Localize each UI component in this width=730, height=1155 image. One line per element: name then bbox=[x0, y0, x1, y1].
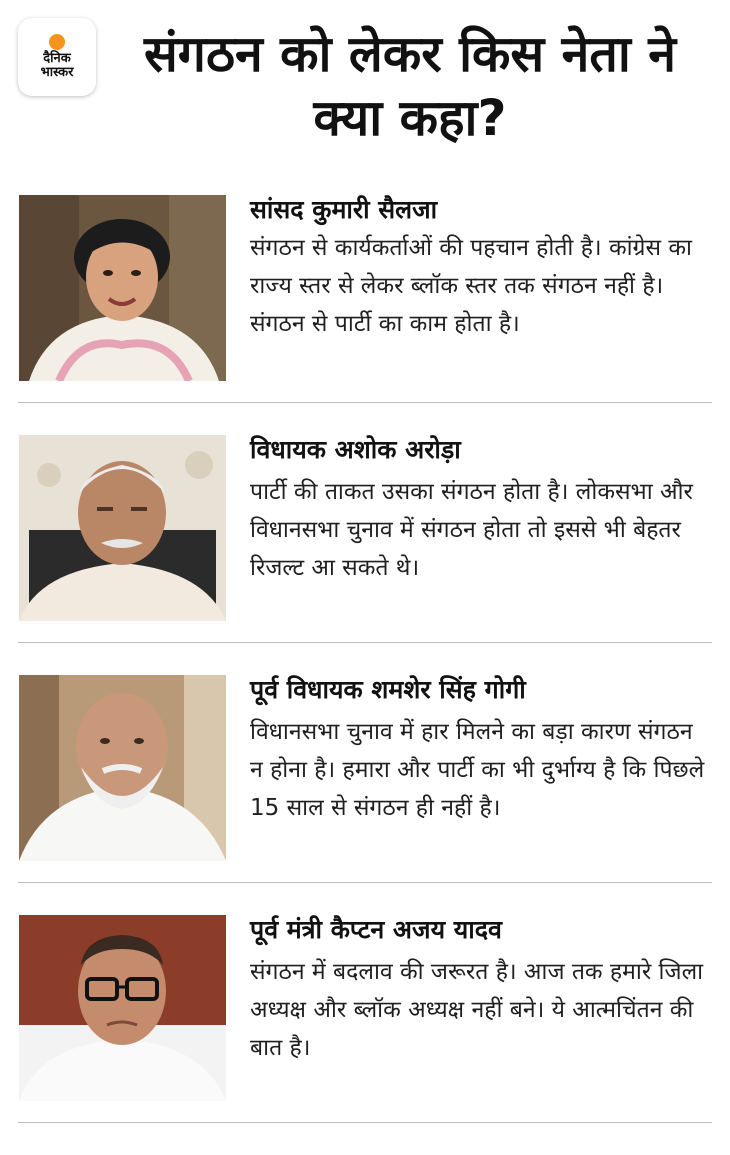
leader-quote-3: विधानसभा चुनाव में हार मिलने का बड़ा कारण संगठन न होना है। हमारा और पार्टी का भी दुर्भाग्य है कि पिछले 15 साल से संगठन ही नहीं है। bbox=[250, 719, 705, 821]
leader-name-1: सांसद कुमारी सैलजा bbox=[250, 195, 438, 224]
divider-3 bbox=[18, 882, 712, 883]
leader-card-1 bbox=[0, 195, 730, 435]
dainik-bhaskar-logo bbox=[18, 18, 96, 96]
divider-2 bbox=[18, 642, 712, 643]
leader-photo-3 bbox=[19, 675, 226, 861]
leader-quote-1: संगठन से कार्यकर्ताओं की पहचान होती है। कांग्रेस का राज्य स्तर से लेकर ब्लॉक स्तर तक संगठन नहीं है। संगठन से पार्टी का काम होता है। bbox=[250, 235, 693, 337]
page-title: संगठन को लेकर किस नेता ने क्या कहा? bbox=[144, 25, 676, 147]
leader-name-4: पूर्व मंत्री कैप्टन अजय यादव bbox=[250, 915, 502, 944]
logo-sun-dot-icon bbox=[49, 34, 65, 50]
header bbox=[0, 0, 730, 190]
leader-photo-2 bbox=[19, 435, 226, 621]
leader-quote-2: पार्टी की ताकत उसका संगठन होता है। लोकसभा और विधानसभा चुनाव में संगठन होता तो इससे भी बेहतर रिजल्ट आ सकते थे। bbox=[250, 479, 693, 581]
leader-card-3 bbox=[0, 675, 730, 915]
leader-card-4 bbox=[0, 915, 730, 1155]
leader-card-2 bbox=[0, 435, 730, 675]
portrait-woman-icon bbox=[19, 195, 226, 381]
leader-photo-1 bbox=[19, 195, 226, 381]
leader-photo-4 bbox=[19, 915, 226, 1101]
leader-quote-4: संगठन में बदलाव की जरूरत है। आज तक हमारे जिला अध्यक्ष और ब्लॉक अध्यक्ष नहीं बने। ये आत्मचिंतन की बात है। bbox=[250, 959, 704, 1061]
leader-name-3: पूर्व विधायक शमशेर सिंह गोगी bbox=[250, 675, 526, 704]
portrait-man-glasses-icon bbox=[19, 915, 226, 1101]
portrait-man-icon bbox=[19, 435, 226, 621]
leader-name-2: विधायक अशोक अरोड़ा bbox=[250, 435, 461, 464]
portrait-man-icon bbox=[19, 675, 226, 861]
divider-1 bbox=[18, 402, 712, 403]
logo-text: दैनिक भास्कर bbox=[40, 51, 74, 80]
